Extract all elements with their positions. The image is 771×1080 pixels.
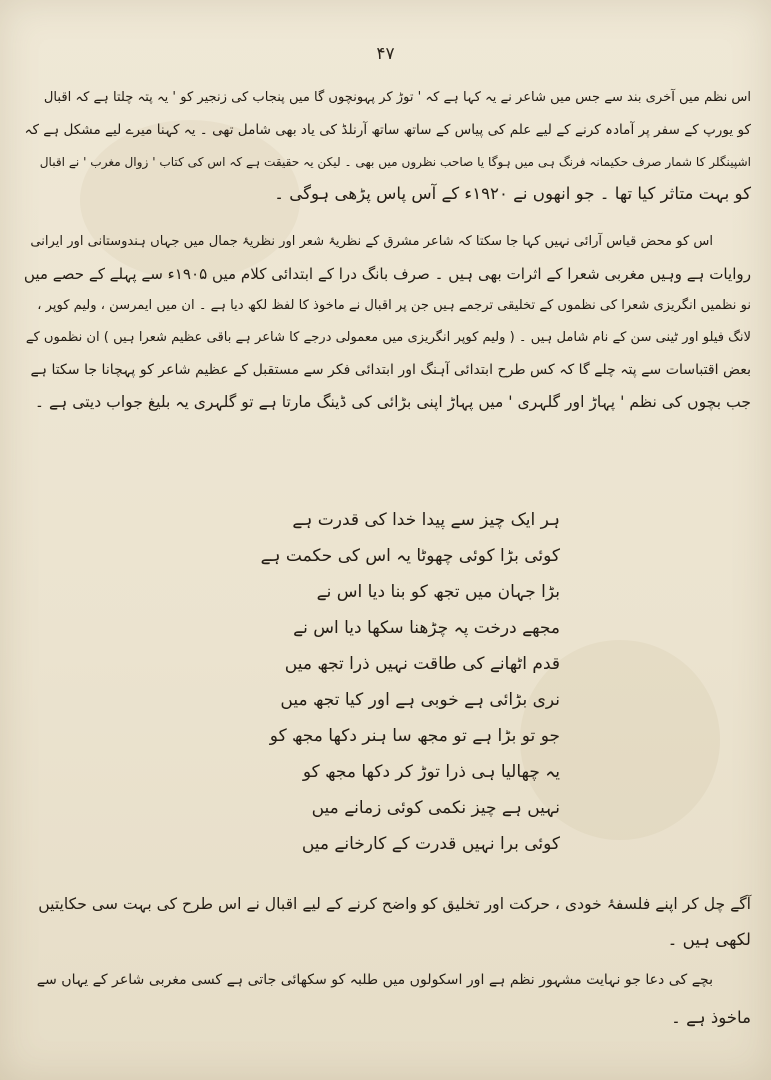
poem-verse: جو تو بڑا ہے تو مجھ سا ہنر دکھا مجھ کو (269, 726, 560, 746)
page-number: ۴۷ (376, 44, 395, 64)
poem-verse: قدم اٹھانے کی طاقت نہیں ذرا تجھ میں (284, 654, 560, 674)
poem-verse: کوئی برا نہیں قدرت کے کارخانے میں (301, 834, 560, 854)
poem-verse: مجھے درخت پہ چڑھنا سکھا دیا اس نے (293, 618, 560, 638)
poem-verse: یہ چھالیا ہی ذرا توڑ کر دکھا مجھ کو (302, 762, 560, 782)
paragraph-line: بچے کی دعا جو نہایت مشہور نظم ہے اور اسکولوں میں طلبہ کو سکھائی جاتی ہے کسی مغربی شاعر کے یہاں سے (36, 972, 713, 988)
poem-verse: کوئی بڑا کوئی چھوٹا یہ اس کی حکمت ہے (260, 546, 560, 566)
poem-verse: نہیں ہے چیز نکمی کوئی زمانے میں (311, 798, 560, 818)
paragraph-line: بعض اقتباسات سے پتہ چلے گا کہ کس طرح ابتدائی آہنگ اور ابتدائی فکر سے مستقبل کے عظیم شاعر کو پہچانا جا سکتا ہے (30, 362, 751, 378)
poem-verse: بڑا جہان میں تجھ کو بنا دیا اس نے (316, 582, 560, 602)
paragraph-line: اس کو محض قیاس آرائی نہیں کہا جا سکتا کہ شاعر مشرق کے نظریۂ شعر اور نظریۂ جمال میں جہاں ہندوستانی اور ایرانی (30, 234, 713, 249)
poem-verse: ہر ایک چیز سے پیدا خدا کی قدرت ہے (292, 510, 560, 530)
poem-verse: نری بڑائی ہے خوبی ہے اور کیا تجھ میں (280, 690, 560, 710)
paragraph-line: آگے چل کر اپنے فلسفۂ خودی ، حرکت اور تخلیق کو واضح کرنے کے لیے اقبال نے اس طرح کی بہت سی حکایتیں (38, 895, 751, 913)
paragraph-line: نو نظمیں انگریزی شعرا کی نظموں کے تخلیقی ترجمے ہیں جن پر اقبال نے ماخوذ کا لفظ لکھ دیا ہے ۔ ان میں ایمرسن ، ولیم کوپر ، (37, 298, 751, 313)
paragraph-line: جب بچوں کی نظم ' پہاڑ اور گلہری ' میں پہاڑ اپنی بڑائی کی ڈینگ مارتا ہے تو گلہری یہ بلیغ جواب دیتی ہے ۔ (34, 393, 751, 411)
paragraph-line: ماخوذ ہے ۔ (671, 1008, 751, 1027)
paragraph-line: کو یورپ کے سفر پر آمادہ کرنے کے لیے علم کی پیاس کے ساتھ ساتھ آرنلڈ کی یاد بھی شامل تھی ۔ یہ کہنا میرے لیے مشکل ہے کہ (24, 122, 751, 138)
paragraph-line: اس نظم میں آخری بند سے جس میں شاعر نے یہ کہا ہے کہ ' توڑ کر پہونچوں گا میں پنجاب کی زنجیر کو ' یہ پتہ چلتا ہے کہ اقبال (43, 90, 751, 105)
paragraph-line: اشپینگلر کا شمار صرف حکیمانہ فرنگ ہی میں ہوگا یا صاحب نظروں میں بھی ۔ لیکن یہ حقیقت ہے کہ اس کی کتاب ' زوال مغرب ' نے اقبال (39, 155, 751, 169)
paragraph-line: لانگ فیلو اور ٹینی سن کے نام شامل ہیں ۔ ( ولیم کوپر انگریزی میں معمولی درجے کا شاعر ہے باقی عظیم شعرا ہیں ) ان نظموں کے (25, 330, 751, 345)
paragraph-line: کو بہت متاثر کیا تھا ۔ جو انھوں نے ۱۹۲۰ء کے آس پاس پڑھی ہوگی ۔ (274, 184, 751, 203)
paragraph-line: لکھی ہیں ۔ (667, 930, 751, 949)
paragraph-line: روایات ہے وہیں مغربی شعرا کے اثرات بھی ہیں ۔ صرف بانگ درا کے ابتدائی کلام میں ۱۹۰۵ء سے پہلے کے حصے میں (23, 265, 751, 283)
